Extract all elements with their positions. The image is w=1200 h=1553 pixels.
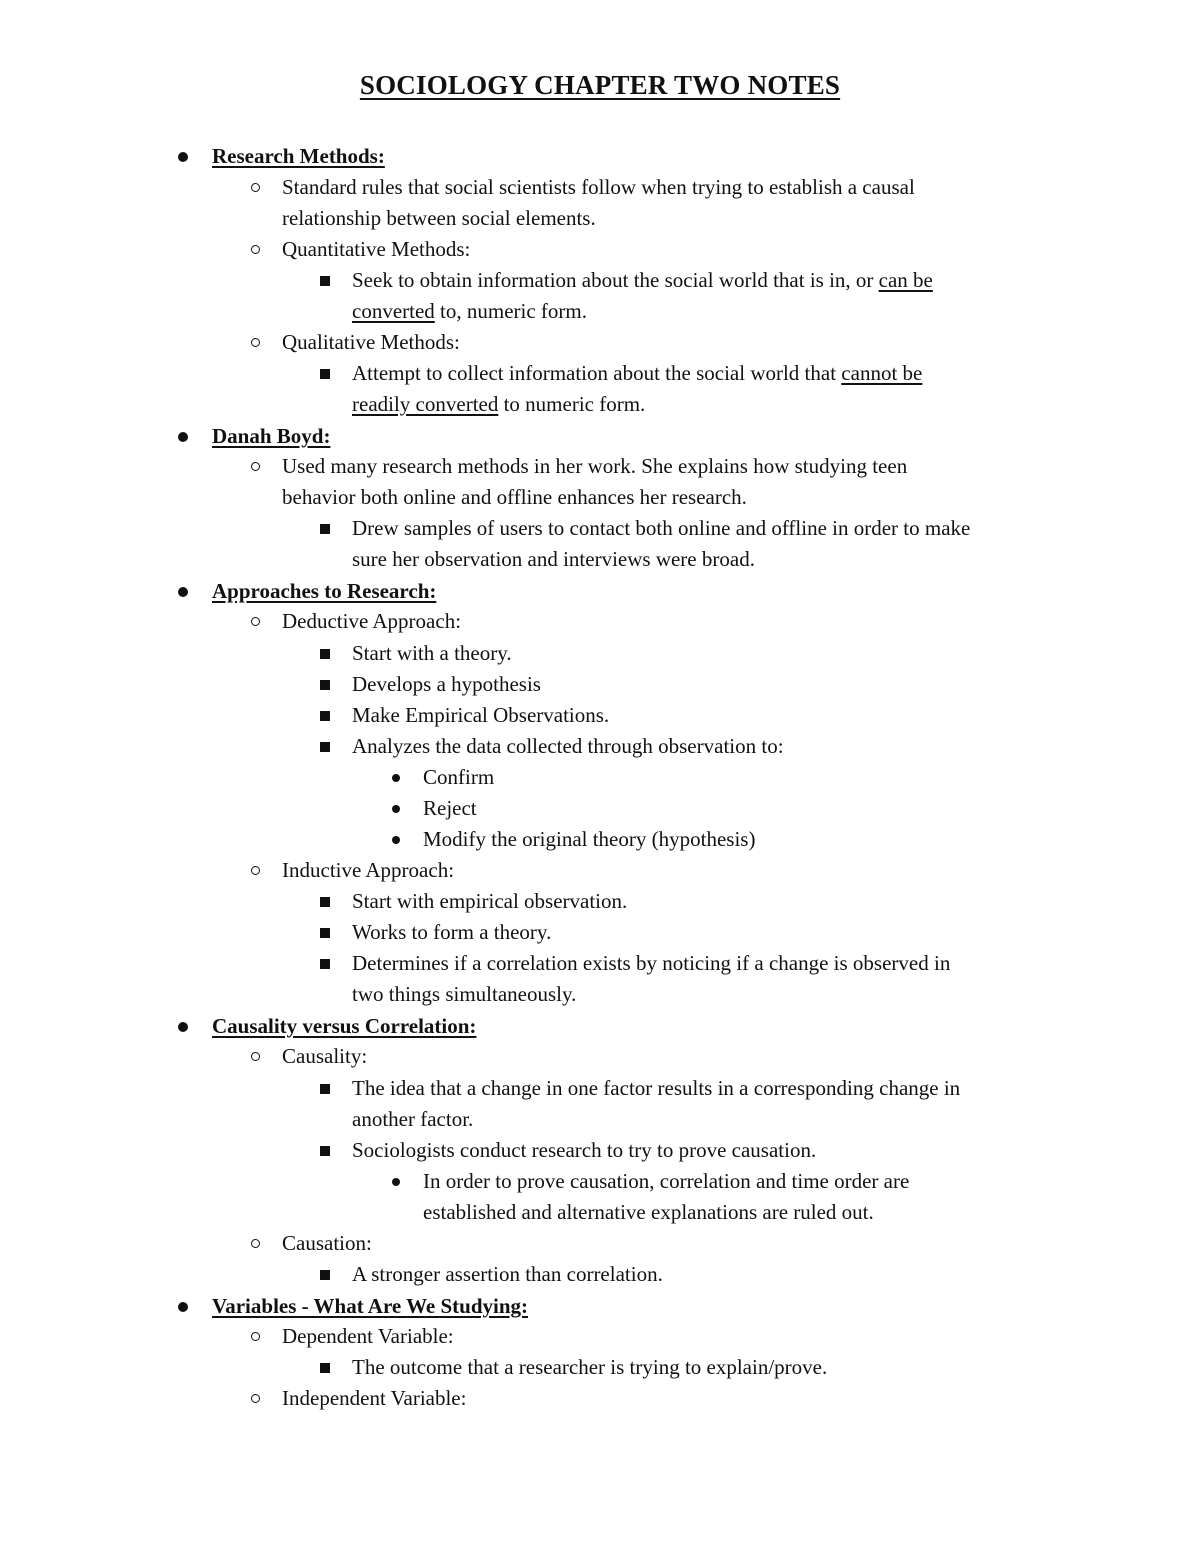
- inductive-label: Inductive Approach:: [282, 858, 455, 882]
- heading-danah-boyd: Danah Boyd:: [212, 424, 331, 448]
- inductive-determines-cont: two things simultaneously.: [352, 982, 577, 1006]
- inductive-determines: Determines if a correlation exists by noticing if a change is observed in: [352, 951, 951, 975]
- deductive-step: Analyzes the data collected through observation to:: [352, 734, 784, 758]
- bullet-square: [320, 1146, 330, 1156]
- heading-variables: Variables - What Are We Studying:: [212, 1294, 529, 1318]
- qualitative-label: Qualitative Methods:: [282, 330, 460, 354]
- causality-prove: In order to prove causation, correlation and time order are: [423, 1169, 910, 1193]
- qualitative-definition: Attempt to collect information about the social world that cannot be: [352, 361, 923, 385]
- causality-prove-cont: established and alternative explanations are ruled out.: [423, 1200, 874, 1224]
- boyd-subpoint-cont: sure her observation and interviews were broad.: [352, 547, 755, 571]
- quantitative-definition-cont: converted to, numeric form.: [352, 299, 588, 323]
- causality-research: Sociologists conduct research to try to prove causation.: [352, 1138, 817, 1162]
- boyd-subpoint: Drew samples of users to contact both online and offline in order to make: [352, 516, 971, 540]
- bullet-dot: [178, 1022, 188, 1032]
- bullet-square: [320, 1363, 330, 1373]
- bullet-circle: [251, 1332, 260, 1341]
- causality-idea: The idea that a change in one factor results in a corresponding change in: [352, 1076, 961, 1100]
- bullet-square: [320, 369, 330, 379]
- bullet-dot-small: [392, 805, 400, 813]
- bullet-circle: [251, 1394, 260, 1403]
- bullet-dot-small: [392, 836, 400, 844]
- bullet-dot: [178, 152, 188, 162]
- bullet-square: [320, 1270, 330, 1280]
- deductive-step: Start with a theory.: [352, 641, 512, 665]
- bullet-square: [320, 742, 330, 752]
- bullet-square: [320, 680, 330, 690]
- bullet-dot: [178, 1302, 188, 1312]
- inductive-step: Start with empirical observation.: [352, 889, 628, 913]
- bullet-circle: [251, 183, 260, 192]
- boyd-point: Used many research methods in her work. She explains how studying teen: [282, 454, 908, 478]
- bullet-dot: [178, 432, 188, 442]
- causation-label: Causation:: [282, 1231, 372, 1255]
- causality-idea-cont: another factor.: [352, 1107, 474, 1131]
- definition-line: Standard rules that social scientists follow when trying to establish a causal: [282, 175, 915, 199]
- heading-causality: Causality versus Correlation:: [212, 1014, 477, 1038]
- bullet-circle: [251, 866, 260, 875]
- bullet-circle: [251, 617, 260, 626]
- causation-stronger: A stronger assertion than correlation.: [352, 1262, 663, 1286]
- qualitative-definition-cont: readily converted to numeric form.: [352, 392, 646, 416]
- bullet-square: [320, 1084, 330, 1094]
- bullet-square: [320, 959, 330, 969]
- bullet-square: [320, 711, 330, 721]
- bullet-dot-small: [392, 774, 400, 782]
- dependent-definition: The outcome that a researcher is trying to explain/prove.: [352, 1355, 828, 1379]
- bullet-square: [320, 897, 330, 907]
- heading-research-methods: Research Methods:: [212, 144, 385, 168]
- bullet-square: [320, 649, 330, 659]
- causality-label: Causality:: [282, 1044, 368, 1068]
- heading-approaches: Approaches to Research:: [212, 579, 437, 603]
- boyd-point-cont: behavior both online and offline enhances her research.: [282, 485, 747, 509]
- bullet-dot-small: [392, 1178, 400, 1186]
- deductive-label: Deductive Approach:: [282, 609, 462, 633]
- deductive-outcome: Confirm: [423, 765, 495, 789]
- deductive-outcome: Modify the original theory (hypothesis): [423, 827, 756, 851]
- page-title: SOCIOLOGY CHAPTER TWO NOTES: [359, 70, 841, 100]
- independent-label: Independent Variable:: [282, 1386, 467, 1410]
- bullet-square: [320, 928, 330, 938]
- dependent-label: Dependent Variable:: [282, 1324, 454, 1348]
- deductive-step: Make Empirical Observations.: [352, 703, 610, 727]
- bullet-circle: [251, 338, 260, 347]
- definition-line: relationship between social elements.: [282, 206, 596, 230]
- inductive-step: Works to form a theory.: [352, 920, 552, 944]
- bullet-circle: [251, 1052, 260, 1061]
- bullet-square: [320, 524, 330, 534]
- deductive-step: Develops a hypothesis: [352, 672, 541, 696]
- quantitative-definition: Seek to obtain information about the social world that is in, or can be: [352, 268, 933, 292]
- bullet-circle: [251, 1239, 260, 1248]
- quantitative-label: Quantitative Methods:: [282, 237, 471, 261]
- deductive-outcome: Reject: [423, 796, 477, 820]
- bullet-dot: [178, 587, 188, 597]
- bullet-circle: [251, 462, 260, 471]
- bullet-circle: [251, 245, 260, 254]
- bullet-square: [320, 276, 330, 286]
